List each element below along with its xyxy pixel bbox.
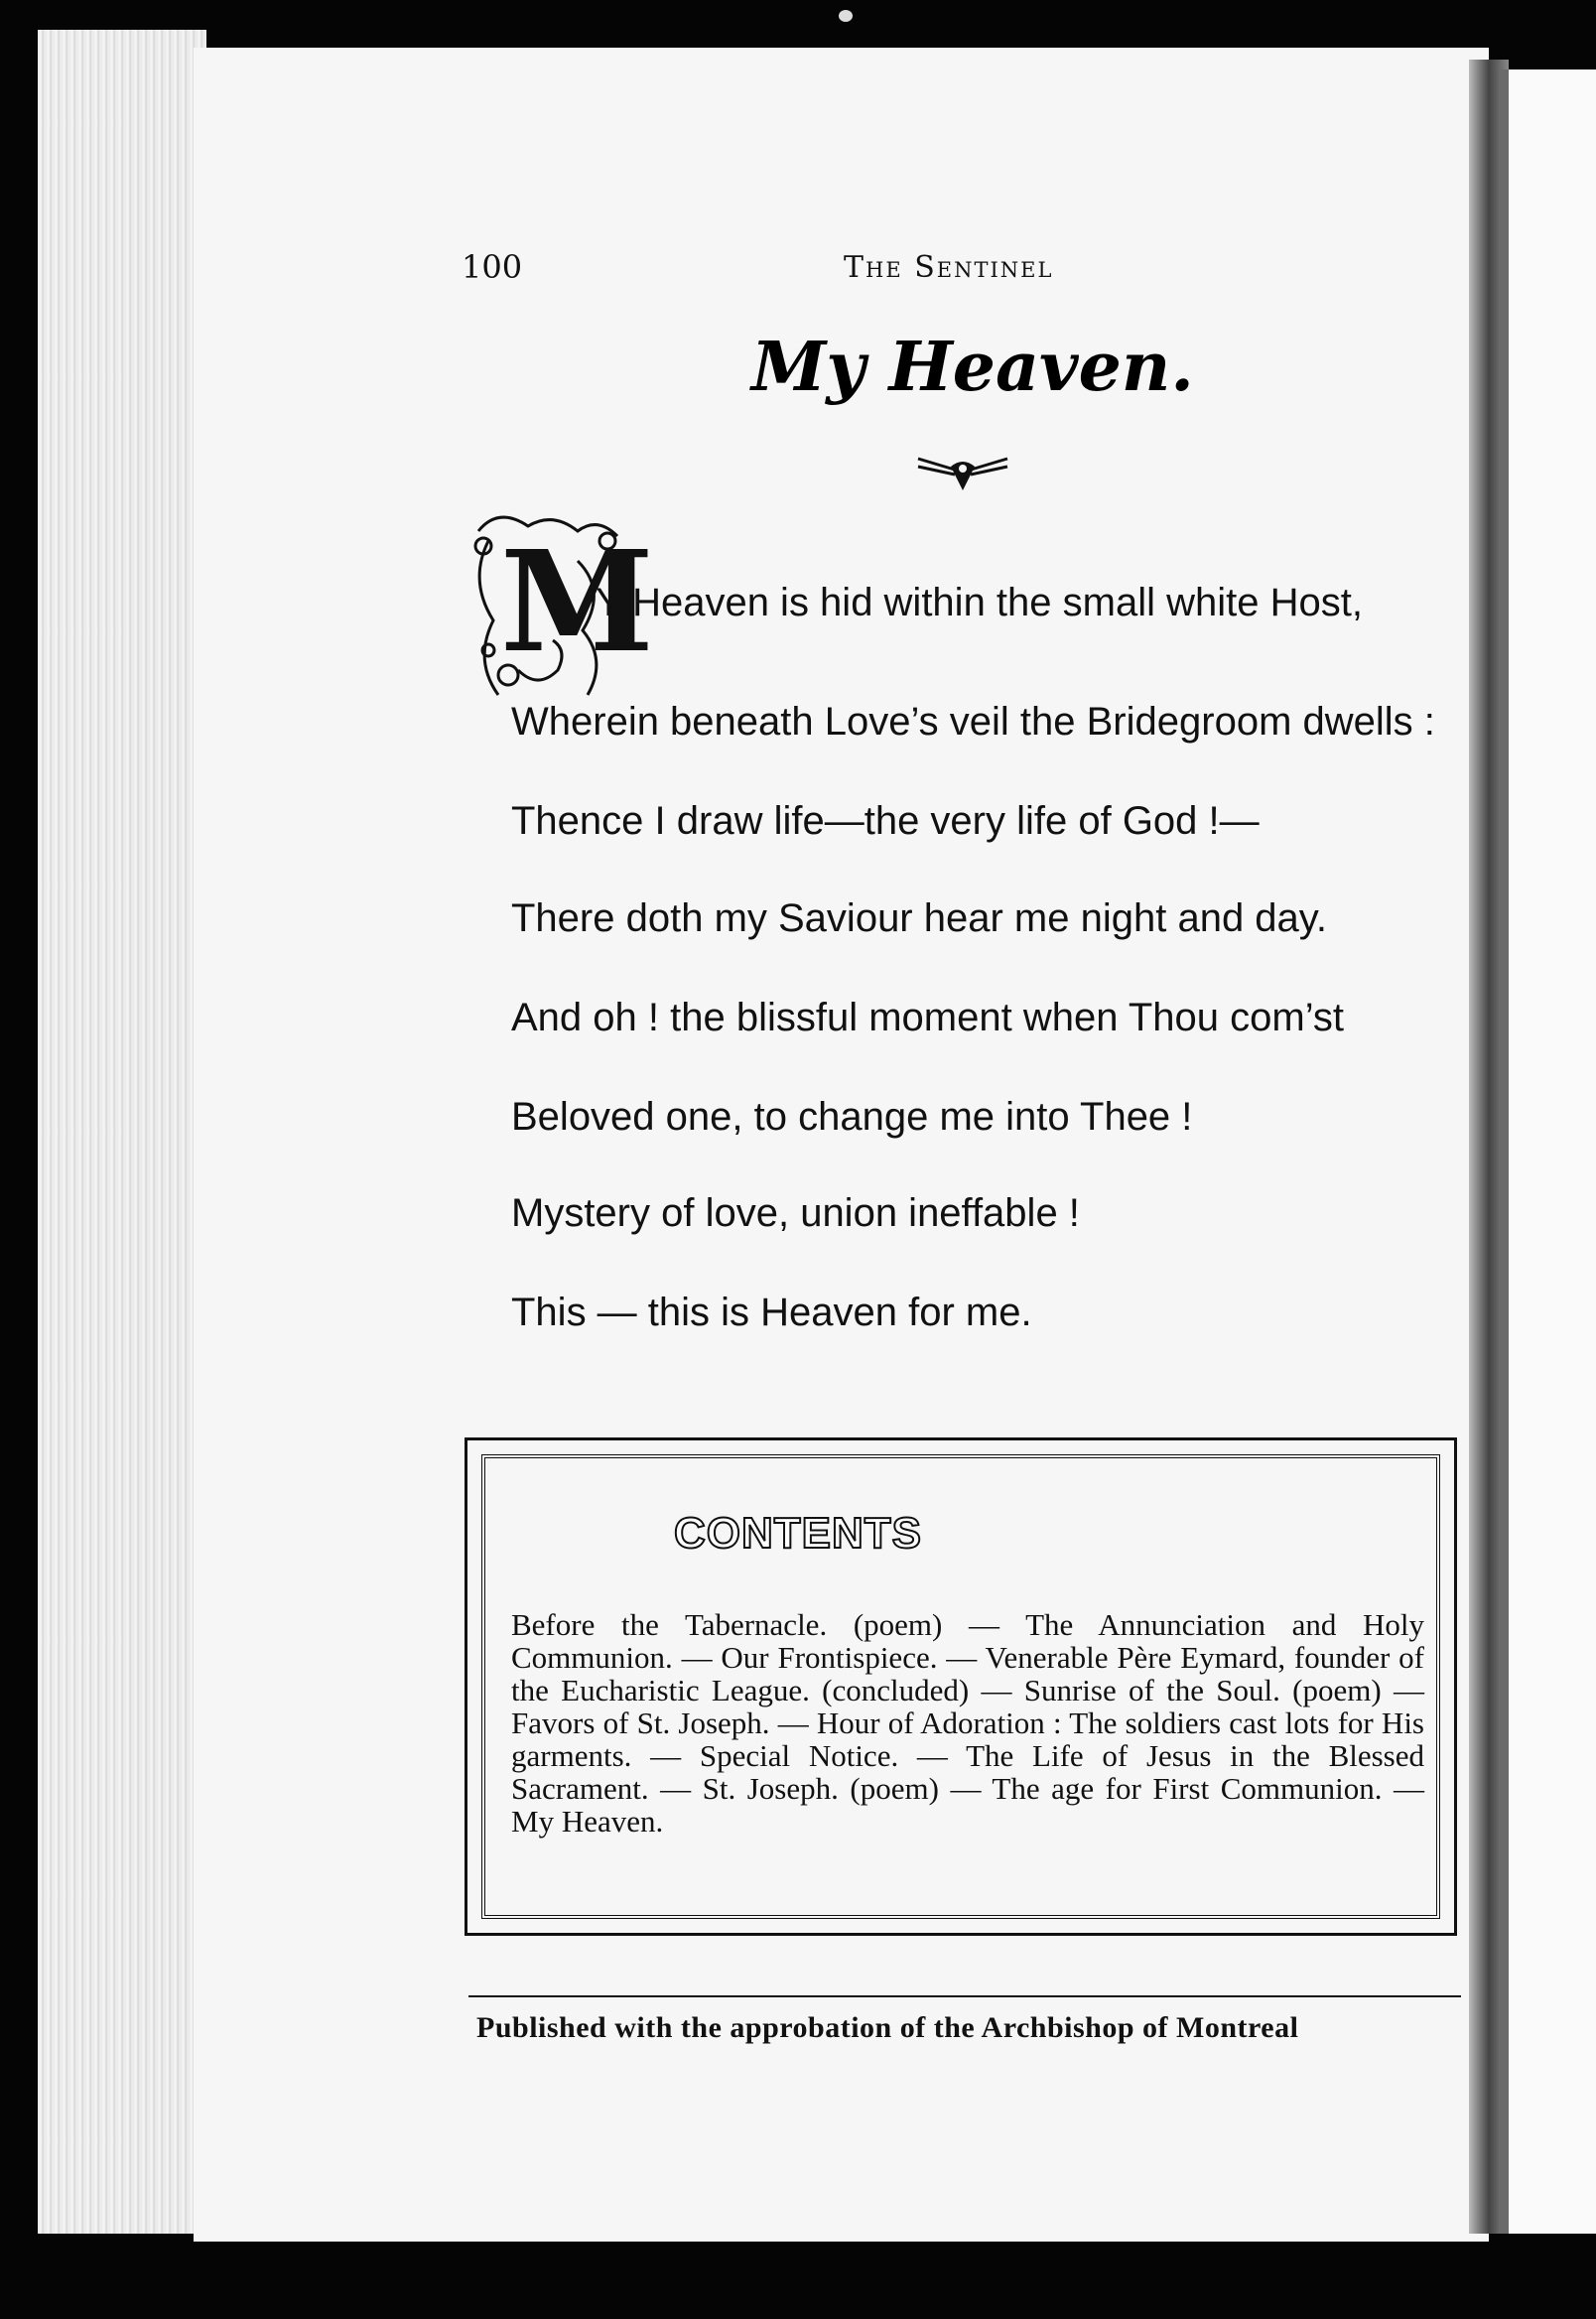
divider-rule xyxy=(468,1995,1461,1997)
drop-cap-letter: M xyxy=(500,521,654,684)
approbation-footer: Published with the approbation of the Archbishop of Montreal xyxy=(476,2011,1299,2044)
poem-title: My Heaven. xyxy=(751,328,1194,407)
poem-line: There doth my Saviour hear me night and day. xyxy=(511,896,1327,940)
contents-heading-wrap xyxy=(0,1509,1596,1559)
poem-line: Mystery of love, union ineffable ! xyxy=(511,1191,1080,1235)
poem-line: Y Heaven is hid within the small white Host, xyxy=(596,581,1363,624)
poem-line: This — this is Heaven for me. xyxy=(511,1291,1032,1334)
running-title: The Sentinel xyxy=(844,250,1054,285)
poem-line: Wherein beneath Love’s veil the Bridegroom dwells : xyxy=(511,700,1435,744)
poem-line: And oh ! the blissful moment when Thou com’st xyxy=(511,996,1344,1039)
ornament-icon xyxy=(913,449,1012,498)
book-page-edges xyxy=(38,30,206,2234)
page-number: 100 xyxy=(462,248,523,286)
next-page xyxy=(1509,69,1596,2234)
poem-line: Beloved one, to change me into Thee ! xyxy=(511,1095,1193,1139)
poem-line: Thence I draw life—the very life of God !— xyxy=(511,799,1260,843)
contents-list: Before the Tabernacle. (poem) — The Annunciation and Holy Communion. — Our Frontispiece. — Venerable Père Eymard, founder of the Eucharistic League. (concluded) — Sunrise of the Soul. (poem) — Favors of St. Joseph. — Hour of Adoration : The soldiers cast lots for His garments. — Special Notice. — The Life of Jesus in the Blessed Sacrament. — St. Joseph. (poem) — The age for First Communion. — My Heaven. xyxy=(511,1607,1424,1839)
contents-heading: CONTENTS xyxy=(674,1509,922,1558)
scan-speck xyxy=(839,10,853,22)
